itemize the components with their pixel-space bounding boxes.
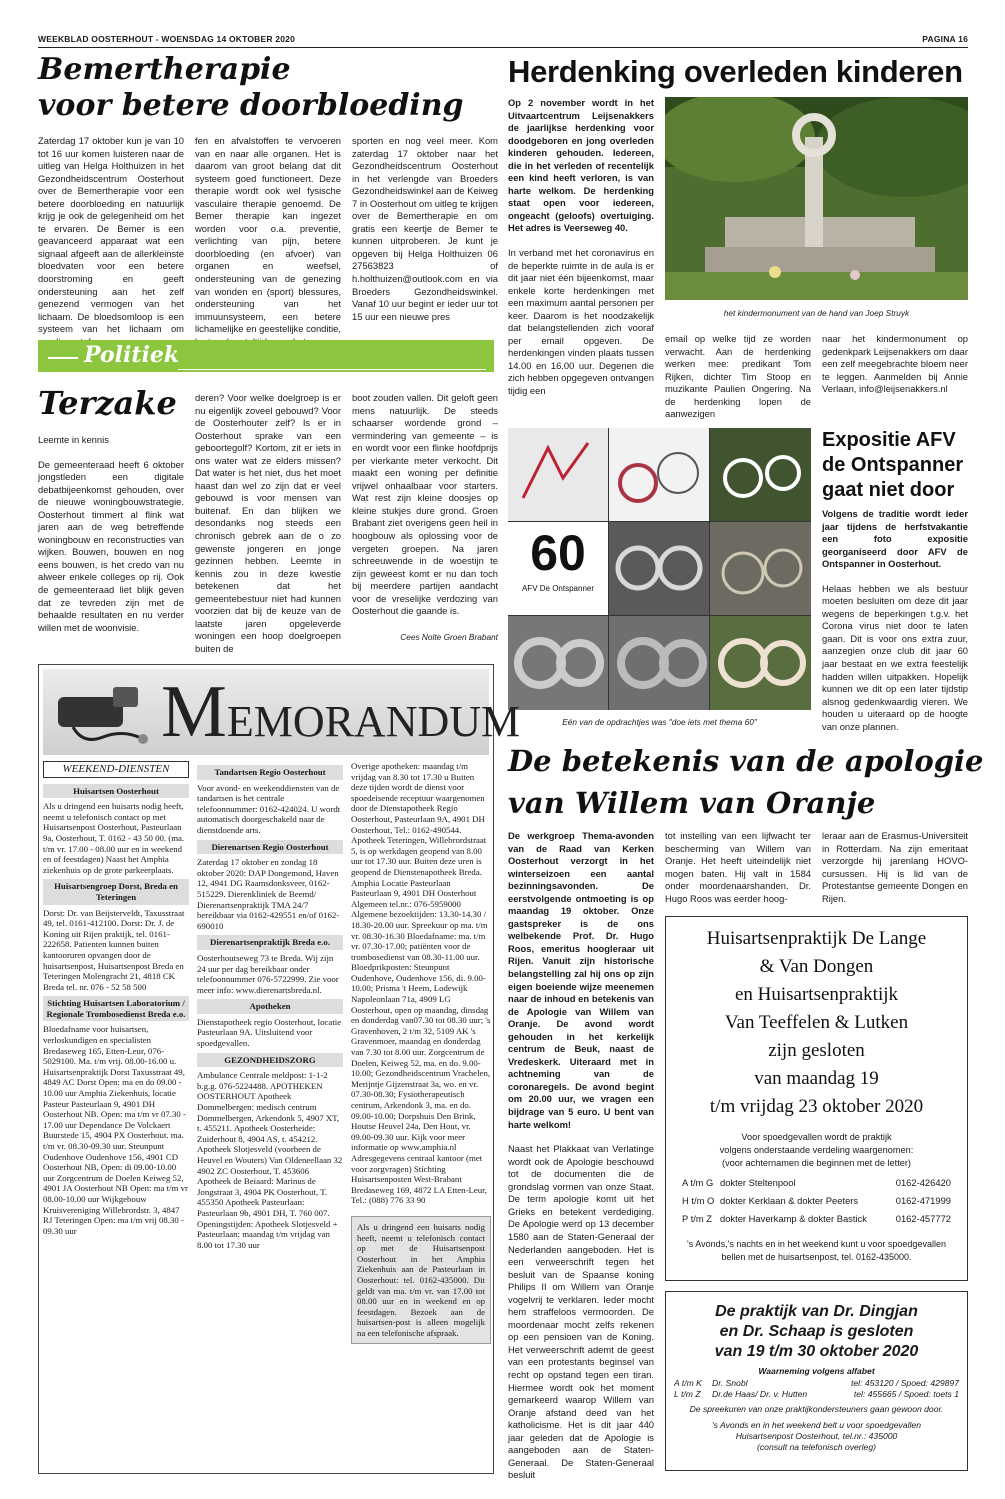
memorandum-header <box>43 669 521 755</box>
kindermonument-photo <box>665 97 968 300</box>
afv-lead: Volgens de traditie wordt ieder jaar tijdens de herfstvakantie een foto expositie georganiseerd door AFV de Ontspanner in Oosterhout. <box>822 508 968 570</box>
memo-col-1 <box>43 761 189 1236</box>
memorandum-title <box>161 669 520 755</box>
afv-title-line3: gaat niet door <box>822 479 955 501</box>
herdenking-body: In verband met het coronavirus en de beperkte ruimte in de aula is er dit jaar niet één bijeenkomst, maar enkele korte herdenkingen met een maximum aantal personen per keer. Daarom is het noodzakelijk dat belangstellenden zich vooraf per email opgeven. De herdenkingen vinden plaats tussen 14.00 en 16.00 uur. Degenen die zich hebben opgegeven ontvangen tijdig een <box>508 247 654 397</box>
huisarts2-row <box>674 1378 959 1389</box>
kindermonument-caption: het kindermonument van de hand van Joep Struyk <box>723 308 910 318</box>
apologie-lead: De werkgroep Thema-avonden van de Raad van Kerken Oosterhout verzorgt in het winterseizoen een aantal bezinningsavonden. De eerstvolgende ontmoeting is op maandag 19 oktober. Onze gastspreker is de ons welbekende Prof. Dr. Hugo Roos, emeritus hoogleraar uit Rijen. Vanuit zijn historische belangstelling zal hij ons op zijn eigen boeiende wijze meenemen naar de inhoud en betekenis van de Apologie van Willem van Oranje. De avond wordt gehouden in het kerkelijk centrum de Beuk, naast de Vredeskerk. Uiteraard met in achtneming van de coronaregels. De avond begint om 20.00 uur, we vragen een bijdrage van 5 euro. U bent van harte welkom! <box>508 830 654 1130</box>
bemer-col-2: fen en afvalstoffen te vervoeren van en naar alle organen. Het is daarom van groot belang dat dit systeem goed functioneert. Deze therapie wordt ook wel fysische vasculaire therapie genoemd. De Bemer therapie kan ingezet worden voor o.a. preventie, verlichting van pijn, betere doorbloeding (en afvoer) van organen en weefsel, ondersteuning van de genezing van wonden en (sport) blessures, ondersteuning van het immuunsysteem, een betere lichamelijke en geestelijke conditie, <box>195 135 341 335</box>
huisarts1-range: A t/m G <box>682 1177 714 1188</box>
huisarts1-outro1: 's Avonds,'s nachts en in het weekend kunt u voor spoedgevallen <box>687 1239 946 1249</box>
bemer-title <box>38 52 463 124</box>
apologie-body: Naast het Plakkaat van Verlatinge wordt ook de Apologie beschouwd tot de documenten die de grondslag vormen van onze Staat. De term apologie komt uit het Grieks en betekent verdediging. De Apologie werd op 13 december 1580 aan de Staten-Generaal der Nederlanden aangeboden. Het is een verweerschrift tegen het besluit van de Spaanse koning Philips II om Willem van Oranje vogelvrij te verklaren. Ieder mocht hem straffeloos vermoorden. De moordenaar mocht zelfs rekenen op een pensioen van de Koning. Het verweerschrift ademt de geest van een protestants beginsel van recht op opstand tegen een tiran. Hiermee wordt ook het moment gemarkeerd waarop Willem van Oranje afstand deed van het katholicisme. Het is dit jaar 440 jaar geleden dat de Apologie is aangeboden aan de Staten-Generaal. De Staten-Generaal besluit <box>508 1143 654 1481</box>
huisarts1-line3: en Huisartsenpraktijk <box>734 984 899 1005</box>
apologie-text <box>508 830 654 1482</box>
banner-line-right <box>178 369 486 370</box>
memo-section-heading: Stichting Huisartsen Laboratorium / Regionale Trombosedienst Breda e.o. <box>43 996 189 1021</box>
huisarts1-outro2: bellen met de huisartsenpost, tel. 0162-435000. <box>721 1252 912 1262</box>
memorandum-initial: M <box>161 671 227 753</box>
apologie-col-2: tot instelling van een lijfwacht ter bescherming van Willem van Oranje. Het heeft uiteindelijk niet mogen baten. Hij valt in 1584 onder moordenaarshanden. Dr. Hugo Roos was eerder hoog- <box>665 830 811 904</box>
huisarts1-row <box>682 1192 951 1210</box>
afv-title-line2: de Ontspanner <box>822 454 964 476</box>
politiek-banner <box>38 340 494 372</box>
terzake-title: Terzake <box>38 384 177 422</box>
huisarts2-doctor: Dr. Snobl <box>712 1378 748 1388</box>
memo-section-text: Bloedafname voor huisartsen, verloskundigen en specialisten Bredaseweg 165, Etten-Leur, 076-5029100. Ma. t/m vrij. 08.00-16.00 u. Huisartsenpraktijk Dorst Taxusstraat 49, 4849 AC Dorst Open: ma en do 09.00 - 10.00 uur Amphia Ziekenhuis, locatie Pasteur Pasteurlaan 9, 4901 DH Oosterhout NB. Open: ma t/m vr 07.30 - 17.00 uur Dependance De Volckaert Buurstede 15, 4904 PX Oosterhout. ma. t/m vr. 08.30-09.30 uur. Steunpunt Oudenhove Oudenhove 156, 4901 CD Oosterhout NB, Open: di 09.00-10.00 uur Zorgcentrum de Doelen Keiweg 52, 4901 JA Oosterhout NB Open: ma t/m vr 08.00-10.00 uur Wijkgebouw Kruisvereniging Willebrordstr. 3, 4847 RJ Teteringen Open: ma t/m vrij 08.30 - 09.30 uur <box>43 1024 188 1236</box>
huisarts1-doctor: dokter Haverkamp & dokter Bastick <box>720 1213 867 1224</box>
memorandum-title-rest: EMORANDUM <box>226 697 521 746</box>
huisarts1-line2: & Van Dongen <box>759 956 874 977</box>
huisarts2-range: L t/m Z <box>674 1389 701 1399</box>
masthead-rule <box>38 47 968 48</box>
huisarts1-intro <box>666 1131 967 1170</box>
memo-section-text: Ambulance Centrale meldpost: 1-1-2 b.g.g. 076-5224488. APOTHEKEN OOSTERHOUT Apotheek Dommelbergen: medisch centrum Dommelbergen, Arkendonk 5, 4907 XT, t. 455211. Apotheek Oosterheide: Zuiderhout 8, 4904 AS, t. 454212. Apotheek Slotjesveld (voorheen de Heuvel en Wouters) Van Oldeneellaan 32 4902 ZC Oosterhout, T. 453606 Apotheek de Beiaard: Marinus de Jongstraat 3, 4904 PK Oosterhout, T. 455350 Apotheek Pasteurlaan: Pasteurlaan 9b, 4901 DH, T. 760 007. Openingstijden: Apotheek Slotjesveld + Pasteurlaan: maandag t/m vrijdag van 8.00 tot 17.30 uur <box>197 1070 343 1250</box>
huisarts2-note: De spreekuren van onze praktijkondersteuners gaan gewoon door. <box>689 1404 944 1414</box>
huisarts2-line2: en Dr. Schaap is gesloten <box>719 1323 914 1340</box>
huisarts1-range: P t/m Z <box>682 1213 713 1224</box>
memorandum <box>38 664 521 1474</box>
huisarts2-doctor: Dr.de Haas/ Dr. v. Hutten <box>712 1389 808 1399</box>
apologie-title <box>508 740 984 824</box>
huisarts2-phone: tel: 455665 / Spoed: toets 1 <box>853 1389 959 1399</box>
memo-section-heading: Tandartsen Regio Oosterhout <box>197 765 343 780</box>
huisarts1-phone: 0162-471999 <box>895 1195 951 1206</box>
huisarts2-row <box>674 1389 959 1400</box>
huisarts2-outro <box>666 1420 967 1453</box>
politiek-label: Politiek <box>84 342 180 368</box>
bemer-col-3: sporten en nog veel meer. Kom zaterdag 17 oktober naar het Gezondheidscentrum Oosterhout in het verlengde van Broeders Gezondheidswinkel aan de Keiweg 7 in Oosterhout om uitleg te krijgen over de Bemertherapie en om gratis een keertje de Bemer te kunnen uitproberen. Je kunt je opgeven bij Helga Holthuizen 06 27563823 of h.holthuizen@outlook.com en via Broeders Gezondheidswinkel. Vanaf 10 uur begint er ieder uur tot 15 uur een nieuwe pres <box>352 135 498 322</box>
huisarts1-line1: Huisartsenpraktijk De Lange <box>706 928 927 949</box>
weekend-diensten-label: WEEKEND-DIENSTEN <box>43 761 189 778</box>
masthead-date: WEEKBLAD OOSTERHOUT - WOENSDAG 14 OKTOBER 2020 <box>38 34 295 44</box>
terzake-col-1 <box>38 434 184 634</box>
afv-logo-number: 60 <box>530 525 586 581</box>
huisarts2-line3: van 19 t/m 30 oktober 2020 <box>714 1343 919 1360</box>
huisarts1-doctor: dokter Kerklaan & dokter Peeters <box>720 1195 859 1206</box>
stethoscope-icon <box>53 677 153 747</box>
memo-section-heading: Dierenartsenpraktijk Breda e.o. <box>197 935 343 950</box>
huisarts1-intro3: (voor achternamen die beginnen met de letter) <box>722 1158 911 1168</box>
huisarts1-phone: 0162-426420 <box>895 1177 951 1188</box>
terzake-col-1-text: De gemeenteraad heeft 6 oktober jongstleden een digitale debatbijeenkomst gehouden, over de nieuwe woningbouwstrategie. Oosterhout timmert al flink wat jaren aan de weg betreffende woningbouw en reconstructies van wijken. Bouwen, bouwen en nog eens bouwen, is het credo van nu alweer enkele colleges op rij. Ook de gemeenteraad liet blijk geven dat ze tevreden zijn met de behaalde resultaten en nu verder willen met de woonvisie. <box>38 458 184 633</box>
banner-line-left <box>48 357 78 359</box>
huisarts1-doctor: dokter Steltenpool <box>720 1177 796 1188</box>
huisarts1-range: H t/m O <box>682 1195 715 1206</box>
page-number: PAGINA 16 <box>922 34 968 44</box>
huisarts2-rows <box>674 1378 959 1400</box>
memo-col-2 <box>197 761 343 1250</box>
memo-section-heading: Huisartsengroep Dorst, Breda en Teteringen <box>43 879 189 904</box>
afv-logo <box>508 522 608 615</box>
huisarts-ad-1-heading <box>666 925 967 1121</box>
bemer-col-1: Zaterdag 17 oktober kun je van 10 tot 16 uur komen luisteren naar de uitleg van Helga Holthuizen in het Gezondheidscentrum Oosterhout over de Bemertherapie voor een betere doorbloeding en natuurlijk krijg je ook de gelegenheid om het te ervaren. De Bemer is een geavanceerd apparaat wat een signaal afgeeft aan de allerkleinste bloedvaten voor een betere doorstroming en geeft ondersteuning aan het zelf genezend vermogen van het lichaam. De bloedsomloop is een systeem van het lichaam om <box>38 135 184 335</box>
huisarts1-line4: Van Teeffelen & Lutken <box>724 1012 909 1033</box>
huisarts1-phone: 0162-457772 <box>895 1213 951 1224</box>
huisarts1-rows <box>682 1174 951 1228</box>
huisarts-ad-2-heading <box>666 1302 967 1362</box>
memo-section-text: Zaterdag 17 oktober en zondag 18 oktober 2020: DAP Dongemond, Haven 12, 4941 DG Raamsdonksveer, 0162-515229. Dierenkliniek de Beemd/ Dierenartsenpraktijk TMA 24/7 bereikbaar via 0162-429551 en/of 0162-690010 <box>197 857 340 931</box>
memo-col-3 <box>351 761 491 1344</box>
bemer-title-line1: Bemertherapie <box>38 52 291 87</box>
herdenking-text <box>508 97 654 398</box>
memo-section-text: Als u dringend een huisarts nodig heeft, neemt u telefonisch contact op met Huisartsenpost Oosterhout, Pasteurlaan 9a, Oosterhout, T. 0162 - 43 50 00. (ma. t/m vr. 17.00 - 08.00 uur en in weekend en of feestdagen) Naast het Amphia ziekenhuis op de grote parkeerplaats. <box>43 801 185 875</box>
herdenking-lead: Op 2 november wordt in het Uitvaartcentrum Leijsenakkers de jaarlijkse herdenking voor doodgeboren en jong overleden kinderen gehouden. Iedereen, die in het verleden of recentelijk een kind heeft verloren, is van harte welkom. De herdenking staat open voor iedereen, ongeacht (geloofs) overtuiging. Het adres is Veerseweg 40. <box>508 97 654 234</box>
huisarts1-row <box>682 1174 951 1192</box>
memo-section-text: Overige apotheken: maandag t/m vrijdag van 8.30 tot 17.30 u Buiten deze tijden wordt de dienst voor spoedeisende receptuur waargenomen door de Dienstapotheek Regio Oosterhout, Pasteurlaan 9A, 4901 DH Oosterhout, Tel.: 0162-490544. Apotheek Teteringen, Willebrordstraat 5, is op werkdagen geopend van 8.00 uur tot 17.30 uur. Buiten deze uren is geopend de Dienstenapotheek Breda. Amphia Locatie Pasteurlaan Pasteurlaan 9, 4901 DH Oosterhout Algemeen tel.nr.: 076-5959000 Algemene bezoektijden: 13.30-14.30 / 18.30-20.00 uur. Spreekuur op ma. t/m vr. 08.30-16.30 Bloedafname: ma. t/m vr. 07.30-17.00; patiënten voor de trombosedienst van 08.30-11.00 uur. Bloedprikposten: Steunpunt Oudenhove, Oudenhove 156, di. 9.00-10.00; Prisma 't Heem, Lodewijk Napoleonlaan 71a, 4909 LG Oosterhout, open op maandag, dinsdag en donderdag van07.30 tot 08.30 uur; 's Gravenhoven, 2 t/m 32, 5109 AK 's Gravenmoer, maandag en donderdag van 7.30 tot 8.00 uur. Zorgcentrum de Doelen, Keiweg 52, ma. en do. 9.00-10.00; Gezondheidscentrum Vrachelen, Merijntje Gijzenstraat 3a, wo. en vr. 07.30-08.30; Fysiotherapeutisch centrum, Arkendonk 3, ma. en do. 09.00-10.00; Dorpshuis Den Brink, Houtse Heuvel 24a, Den Hout, vr. 09.00-09.30 uur. Kijk voor meer informatie op www.amphia.nl Adresgegevens centraal kantoor (met voor zorgvragen) Stichting Huisartsenposten West-Brabant Bredaseweg 169, 4872 LA Etten-Leur, Tel.: (088) 776 33 90 <box>351 761 491 1206</box>
memo-section-heading: GEZONDHEIDSZORG <box>197 1053 343 1068</box>
apologie-title-line2: van Willem van Oranje <box>508 786 876 820</box>
herdenking-col-2: email op welke tijd ze worden verwacht. Aan de herdenking werken mee: predikant Tom Rijken, dichter Tim Stoop en muzikante Paulien Ongering. Na de herdenking lopen de aanwezigen <box>665 333 811 420</box>
bemer-title-line2: voor betere doorbloeding <box>38 88 464 123</box>
terzake-col-3: boot zouden vallen. Dit geloft geen mens natuurlijk. De steeds schaarser wordende grond – vermindering van gemeente – is en wordt voor een flinke hoofdprijs per vierkante meter verkocht. Dit maakt een woning per definitie vrijwel onhaalbaar voor starters. Wat rest zijn kleine doosjes op kleine stukjes dure grond. Groen Brabant ziet overigens geen heil in hoogbouw als oplossing voor de vergeten groepen. Na jaren schreeuwende in de woestijn te zijn geweest komt er nu dan toch bij meerdere partijen aandacht voor de vreselijke verdozing van Oosterhout die gaande is. <box>352 392 498 617</box>
huisarts2-range: A t/m K <box>674 1378 702 1388</box>
afv-body: Helaas hebben we als bestuur moeten besluiten om deze dit jaar wegens de beperkingen t.g.v. het Corona virus niet door te laten gaan. Dit is voor ons extra zuur, aanzegien onze club dit jaar 60 jaar bestaat en we extra feestelijk hadden willen uitpakken. Hopelijk kunnen we dit op een later tijdstip alsnog gedenkwaardig vieren. We houden u uiteraard op de hoogte van onze plannen. <box>822 582 968 732</box>
afv-title-line1: Expositie AFV <box>822 429 956 451</box>
afv-logo-text: AFV De Ontspanner <box>521 584 595 593</box>
huisarts1-line6: van maandag 19 <box>754 1068 879 1089</box>
huisarts-ad-1 <box>665 916 968 1281</box>
huisarts1-line7: t/m vrijdag 23 oktober 2020 <box>709 1096 924 1117</box>
terzake-col-2: deren? Voor welke doelgroep is er nu eigenlijk zoveel gebouwd? Voor de Oosterhouter zelf? Is er in Oosterhout sprake van een geboortegolf? Kortom, zit er iets in ons water wat ze elders missen? Dat water is het niet, dus het moet haast dan wel zo zijn dat er veel gebouwd is voor mensen van buitenaf. En dan blijken we desondanks nog steeds een chronisch gebrek aan de o zo gewenste jongeren en jonge gezinnen hebben. Leemte in kennis zou in deze kwestie betekenen dat het gemeentebestuur niet had kunnen voorzien dat bij de keuze van de laatste jaren opgeleverde woningen een hoop doelgroepen buiten de <box>195 392 341 654</box>
huisarts2-outro1: 's Avonds en in het weekend belt u voor spoedgevallen <box>712 1420 921 1430</box>
apologie-title-line1: De betekenis van de apologie <box>508 744 984 778</box>
memo-shaded-box: Als u dringend een huisarts nodig heeft, neemt u telefonisch contact op met de Huisartsenpost Oosterhout in het Amphia Ziekenhuis aan de Pasteurlaan in Oosterhout: tel. 0162-435000. Dit geldt van ma. t/m vr. van 17.00 tot 08.00 uur en in weekend en op feestdagen. Bezoek aan de huisartsen-post is alleen mogelijk na een telefonische afspraak. <box>351 1216 491 1345</box>
huisarts1-intro1: Voor spoedgevallen wordt de praktijk <box>741 1132 892 1142</box>
afv-collage <box>508 428 811 710</box>
apologie-col-3: leraar aan de Erasmus-Universiteit in Rotterdam. Na zijn emeritaat verzorgde hij jarenlang HOVO-cursussen. Hij is lid van de Protestantse gemeente Dongen en Rijen. <box>822 830 968 904</box>
memo-section-heading: Dierenartsen Regio Oosterhout <box>197 840 343 855</box>
herdenking-title: Herdenking overleden kinderen <box>508 54 963 89</box>
terzake-signature: Cees Nolte Groen Brabant <box>400 632 498 642</box>
huisarts2-line1: De praktijk van Dr. Dingjan <box>715 1303 918 1320</box>
huisarts1-intro2: volgens onderstaande verdeling waargenomen: <box>719 1145 914 1155</box>
memo-section-text: Voor avond- en weekenddiensten van de tandartsen is het centrale telefoonnummer: 0162-424024. U wordt automatisch doorgeschakeld naar de dienstdoende arts. <box>197 782 341 835</box>
huisarts2-sub: Waarneming volgens alfabet <box>758 1366 875 1376</box>
huisarts1-row <box>682 1210 951 1228</box>
herdenking-col-3: naar het kindermonument op gedenkpark Leijsenakkers om daar een zelf meegebrachte bloem neer te leggen. Aanmelden bij Annie Verlaan, info@leijsenakkers.nl <box>822 333 968 395</box>
huisarts1-outro <box>666 1238 967 1264</box>
huisarts-ad-2 <box>665 1291 968 1471</box>
afv-text <box>822 508 968 733</box>
memo-section-text: Dorst: Dr. van Beijsterveldt, Taxusstraat 49, tel. 0161-412100. Dorst: Dr. J. de Koning uit Rijen praktijk, tel. 0161-222658. Patienten kunnen buiten kantooruren opvangen door de huisartsenpost, Huisartsenpost Breda en Teteringen Molengracht 21, 4818 CK Breda tel. nr. 076 - 52 58 500 <box>43 907 185 992</box>
terzake-subtitle: Leemte in kennis <box>38 434 109 445</box>
memo-section-heading: Huisartsen Oosterhout <box>43 784 189 799</box>
memo-section-heading: Apotheken <box>197 999 343 1014</box>
huisarts2-phone: tel: 453120 / Spoed: 429897 <box>851 1378 959 1388</box>
memo-section-text: Oosterhoutseweg 73 te Breda. Wij zijn 24 uur per dag bereikbaar onder telefoonnummer 076-5722999. Zie voor meer info: www.dierenartsbreda.nl. <box>197 952 339 995</box>
huisarts1-line5: zijn gesloten <box>768 1040 865 1061</box>
afv-title <box>822 428 968 503</box>
huisarts2-outro2: Huisartsenpost Oosterhout, tel.nr.: 435000 <box>735 1431 898 1441</box>
memo-section-text: Dienstapotheek regio Oosterhout, locatie Pasteurlaan 9A. Uitsluitend voor spoedgevallen. <box>197 1016 342 1049</box>
afv-caption: Eén van de opdrachtjes was "doe iets met thema 60" <box>562 717 757 727</box>
huisarts2-outro3: (consult na telefonisch overleg) <box>757 1442 876 1452</box>
